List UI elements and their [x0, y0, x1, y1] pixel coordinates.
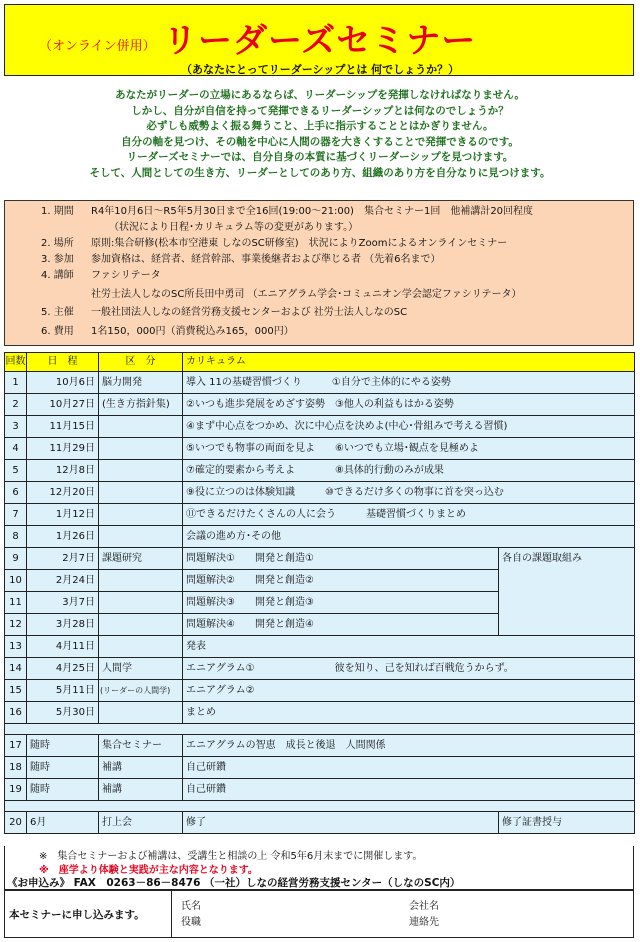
row-date: 12月20日 [27, 482, 99, 504]
info-value: 参加資格は、経営者、経営幹部、事業後継者および準じる者 （先着6名まで） [91, 254, 441, 265]
table-row [5, 779, 635, 801]
table-row [5, 504, 635, 526]
row-curriculum: 会議の進め方･その他 [183, 526, 635, 548]
info-label: 4. 講師 [41, 270, 74, 281]
row-category [99, 702, 183, 724]
row-category: 打上会 [99, 812, 183, 834]
row-remarks [499, 614, 635, 636]
contact-field[interactable]: 連絡先 [409, 917, 439, 928]
row-curriculum: ②いつも進歩発展をめざす姿勢 ③他人の利益もはかる姿勢 [183, 394, 635, 416]
table-row [5, 416, 635, 438]
table-spacer [5, 801, 635, 812]
row-curriculum: 問題解決② 開発と創造② [183, 570, 499, 592]
row-remarks [499, 570, 635, 592]
row-date: 3月28日 [27, 614, 99, 636]
info-label: 5. 主催 [41, 307, 74, 318]
table-row [5, 482, 635, 504]
row-number: 8 [5, 526, 27, 548]
row-date: 2月24日 [27, 570, 99, 592]
row-category: 集合セミナー [99, 735, 183, 757]
row-number: 2 [5, 394, 27, 416]
header-date: 日 程 [27, 353, 99, 372]
apply-fax-line: 《お申込み》 FAX 0263－86－8476 （一社）しなの経営労務支援センター（しなのSC内） [7, 877, 461, 889]
row-number: 18 [5, 757, 27, 779]
intro-text [0, 88, 640, 182]
row-number: 6 [5, 482, 27, 504]
row-curriculum: ⑨役に立つのは体験知識 ⑩できるだけ多くの物事に首を突っ込む [183, 482, 635, 504]
row-number: 16 [5, 702, 27, 724]
table-row [5, 614, 635, 636]
header-curriculum: カリキュラム [183, 353, 635, 372]
header-category: 区 分 [99, 353, 183, 372]
row-curriculum: エニアグラム① 彼を知り、己を知れば百戦危うからず。 [183, 658, 635, 680]
schedule-table [4, 352, 635, 834]
row-curriculum: 発表 [183, 636, 635, 658]
row-date: 4月25日 [27, 658, 99, 680]
row-remarks: 各自の課題取組み [499, 548, 635, 570]
row-number: 1 [5, 372, 27, 394]
info-label: 6. 費用 [41, 326, 74, 337]
table-row [5, 394, 635, 416]
info-value: R4年10月6日～R5年5月30日まで全16回(19:00～21:00) 集合セミナー1回 他補講計20回程度 [91, 206, 534, 217]
company-field[interactable]: 会社名 [409, 901, 439, 912]
intro-line: 必ずしも威勢よく振る舞うこと、上手に指示することとはかぎりません。 [146, 120, 494, 133]
row-category [99, 636, 183, 658]
info-value: （状況により日程･カリキュラム等の変更があります。） [109, 222, 359, 233]
row-number: 10 [5, 570, 27, 592]
row-curriculum: 自己研鑽 [183, 779, 635, 801]
info-label: 1. 期間 [41, 206, 74, 217]
row-curriculum: 修了 [183, 812, 499, 834]
table-row [5, 658, 635, 680]
form-divider [171, 891, 172, 937]
row-date: 11月15日 [27, 416, 99, 438]
row-number: 5 [5, 460, 27, 482]
row-number: 3 [5, 416, 27, 438]
row-curriculum: 問題解決④ 開発と創造④ [183, 614, 499, 636]
table-row [5, 592, 635, 614]
row-category [99, 460, 183, 482]
table-row [5, 636, 635, 658]
notes-box [4, 846, 634, 890]
intro-line: しかし、自分が自信を持って発揮できるリーダーシップとは何なのでしょうか？ [131, 104, 509, 117]
row-date: 5月30日 [27, 702, 99, 724]
row-number: 7 [5, 504, 27, 526]
page-title: リーダーズセミナー [163, 21, 477, 61]
row-category: (リーダーの人間学) [99, 680, 183, 702]
row-category [99, 592, 183, 614]
row-category [99, 438, 183, 460]
row-curriculum: 問題解決③ 開発と創造③ [183, 592, 499, 614]
row-number: 15 [5, 680, 27, 702]
table-row [5, 680, 635, 702]
row-category [99, 482, 183, 504]
position-field[interactable]: 役職 [181, 917, 201, 928]
table-header [5, 353, 635, 372]
row-date: 2月7日 [27, 548, 99, 570]
row-category: 人間学 [99, 658, 183, 680]
row-date: 10月6日 [27, 372, 99, 394]
row-date: 6月 [27, 812, 99, 834]
row-number: 11 [5, 592, 27, 614]
intro-line: そして、人間としての生き方、リーダーとしてのあり方、組織のあり方を自分なりに見つけます。 [89, 166, 551, 179]
row-number: 13 [5, 636, 27, 658]
row-number: 19 [5, 779, 27, 801]
online-label: （オンライン併用） [39, 39, 156, 54]
row-category: 補講 [99, 779, 183, 801]
row-curriculum: 導入 11の基礎習慣づくり ①自分で主体的にやる姿勢 [183, 372, 635, 394]
row-date: 1月12日 [27, 504, 99, 526]
row-number: 14 [5, 658, 27, 680]
name-field[interactable]: 氏名 [181, 901, 201, 912]
row-curriculum: エニアグラムの智恵 成長と後退 人間関係 [183, 735, 635, 757]
row-number: 4 [5, 438, 27, 460]
table-spacer [5, 724, 635, 735]
row-curriculum: エニアグラム② [183, 680, 635, 702]
row-category: 脳力開発 [99, 372, 183, 394]
apply-statement: 本セミナーに申し込みます。 [9, 909, 145, 921]
row-curriculum: ⑤いつでも物事の両面を見よ ⑥いつでも立場･観点を見極めよ [183, 438, 635, 460]
row-date: 4月11日 [27, 636, 99, 658]
row-category: 課題研究 [99, 548, 183, 570]
row-date: 11月29日 [27, 438, 99, 460]
row-date: 1月26日 [27, 526, 99, 548]
application-form [4, 890, 634, 938]
row-curriculum: 自己研鑽 [183, 757, 635, 779]
row-date: 3月7日 [27, 592, 99, 614]
row-curriculum: ④まず中心点をつかめ、次に中心点を決めよ(中心･骨組みで考える習慣) [183, 416, 635, 438]
row-category: 補講 [99, 757, 183, 779]
intro-line: あなたがリーダーの立場にあるならば、リーダーシップを発揮しなければなりません。 [115, 89, 525, 101]
table-row [5, 548, 635, 570]
table-row [5, 735, 635, 757]
row-number: 9 [5, 548, 27, 570]
note-content: ※ 座学より体験と実践が主な内容となります。 [39, 865, 258, 876]
header-count: 回数 [5, 353, 27, 372]
info-label: 2. 場所 [41, 238, 74, 249]
title-banner [4, 4, 634, 76]
table-row [5, 757, 635, 779]
row-date: 10月27日 [27, 394, 99, 416]
row-date: 随時 [27, 779, 99, 801]
row-category [99, 570, 183, 592]
row-number: 17 [5, 735, 27, 757]
row-category [99, 504, 183, 526]
row-date: 12月8日 [27, 460, 99, 482]
info-value: ファシリテータ [91, 270, 161, 281]
row-curriculum: ⑪できるだけたくさんの人に会う 基礎習慣づくりまとめ [183, 504, 635, 526]
row-category [99, 614, 183, 636]
table-row [5, 812, 635, 834]
info-value: 1名150，000円（消費税込み165，000円） [91, 326, 294, 337]
table-row [5, 372, 635, 394]
page-subtitle: （あなたにとってリーダーシップとは 何でしょうか？） [181, 63, 460, 76]
row-date: 随時 [27, 735, 99, 757]
row-curriculum: 問題解決① 開発と創造① [183, 548, 499, 570]
row-curriculum: まとめ [183, 702, 635, 724]
row-curriculum: ⑦確定的要素から考えよ ⑧具体的行動のみが成果 [183, 460, 635, 482]
info-value: 一般社団法人しなの経営労務支援センターおよび 社労士法人しなのSC [91, 307, 408, 318]
info-box [4, 200, 634, 346]
intro-line: 自分の軸を見つけ、その軸を中心に人間の器を大きくすることで発揮できるのです。 [121, 135, 519, 148]
info-label: 3. 参加 [41, 254, 74, 265]
row-category [99, 526, 183, 548]
row-remarks: 修了証書授与 [499, 812, 635, 834]
row-category: (生き方指針集) [99, 394, 183, 416]
info-value: 原則:集合研修(松本市空港東 しなのSC研修室) 状況によりZoomによるオンラインセミナー [91, 238, 508, 249]
row-category [99, 416, 183, 438]
table-row [5, 460, 635, 482]
table-row [5, 570, 635, 592]
row-date: 5月11日 [27, 680, 99, 702]
table-row [5, 526, 635, 548]
row-remarks [499, 592, 635, 614]
info-value: 社労士法人しなのSC所長田中勇司 （エニアグラム学会･コミュニオン学会認定ファシリテータ） [91, 289, 522, 300]
row-date: 随時 [27, 757, 99, 779]
row-number: 12 [5, 614, 27, 636]
table-row [5, 438, 635, 460]
intro-line: リーダーズセミナーでは、自分自身の本質に基づくリーダーシップを見つけます。 [126, 151, 514, 164]
row-number: 20 [5, 812, 27, 834]
note-schedule: ※ 集合セミナーおよび補講は、受講生と相談の上 令和5年6月末までに開催します。 [39, 851, 423, 862]
table-row [5, 702, 635, 724]
